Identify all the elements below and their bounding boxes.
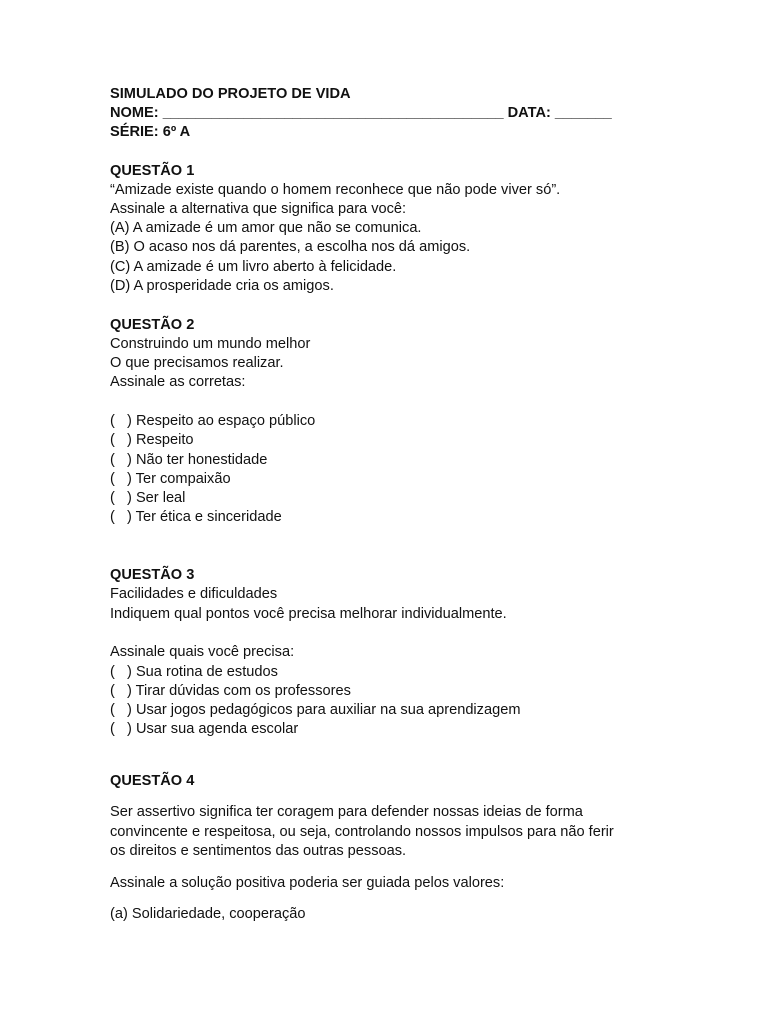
question-1-heading: QUESTÃO 1 — [110, 163, 195, 179]
name-date-line: NOME: __________________________________________ DATA: _______ — [110, 105, 612, 121]
question-2-option: ( ) Não ter honestidade — [110, 452, 268, 468]
question-2-option: ( ) Respeito — [110, 432, 194, 448]
question-1-prompt: Assinale a alternativa que significa para você: — [110, 201, 407, 217]
question-3-option: ( ) Sua rotina de estudos — [110, 664, 278, 680]
question-3-option: ( ) Usar jogos pedagógicos para auxiliar na sua aprendizagem — [110, 702, 521, 718]
question-1-option-b: (B) O acaso nos dá parentes, a escolha nos dá amigos. — [110, 239, 471, 255]
question-3-line-2: Indiquem qual pontos você precisa melhorar individualmente. — [110, 606, 507, 622]
question-4-option-a: (a) Solidariedade, cooperação — [110, 906, 306, 922]
question-1-option-d: (D) A prosperidade cria os amigos. — [110, 278, 334, 294]
question-2-option: ( ) Ser leal — [110, 490, 186, 506]
question-2-option: ( ) Respeito ao espaço público — [110, 413, 316, 429]
question-2-option: ( ) Ter ética e sinceridade — [110, 509, 282, 525]
serie-line: SÉRIE: 6º A — [110, 124, 191, 140]
question-3-heading: QUESTÃO 3 — [110, 567, 195, 583]
question-3-line-3: Assinale quais você precisa: — [110, 644, 295, 660]
question-2-line-3: Assinale as corretas: — [110, 374, 246, 390]
question-2-line-1: Construindo um mundo melhor — [110, 336, 311, 352]
question-4-paragraph-line-3: os direitos e sentimentos das outras pessoas. — [110, 843, 407, 859]
question-4-heading: QUESTÃO 4 — [110, 773, 195, 789]
document-title: SIMULADO DO PROJETO DE VIDA — [110, 86, 351, 102]
question-2-heading: QUESTÃO 2 — [110, 317, 195, 333]
question-3-line-1: Facilidades e dificuldades — [110, 586, 278, 602]
question-2-line-2: O que precisamos realizar. — [110, 355, 284, 371]
question-1-option-a: (A) A amizade é um amor que não se comunica. — [110, 220, 422, 236]
question-4-paragraph-line-1: Ser assertivo significa ter coragem para defender nossas ideias de forma — [110, 804, 583, 820]
question-1-quote: “Amizade existe quando o homem reconhece que não pode viver só”. — [110, 182, 561, 198]
question-3-option: ( ) Tirar dúvidas com os professores — [110, 683, 351, 699]
question-1-option-c: (C) A amizade é um livro aberto à felicidade. — [110, 259, 397, 275]
question-4-paragraph-line-2: convincente e respeitosa, ou seja, controlando nossos impulsos para não ferir — [110, 824, 614, 840]
question-2-option: ( ) Ter compaixão — [110, 471, 231, 487]
question-3-option: ( ) Usar sua agenda escolar — [110, 721, 299, 737]
question-4-prompt: Assinale a solução positiva poderia ser guiada pelos valores: — [110, 875, 505, 891]
